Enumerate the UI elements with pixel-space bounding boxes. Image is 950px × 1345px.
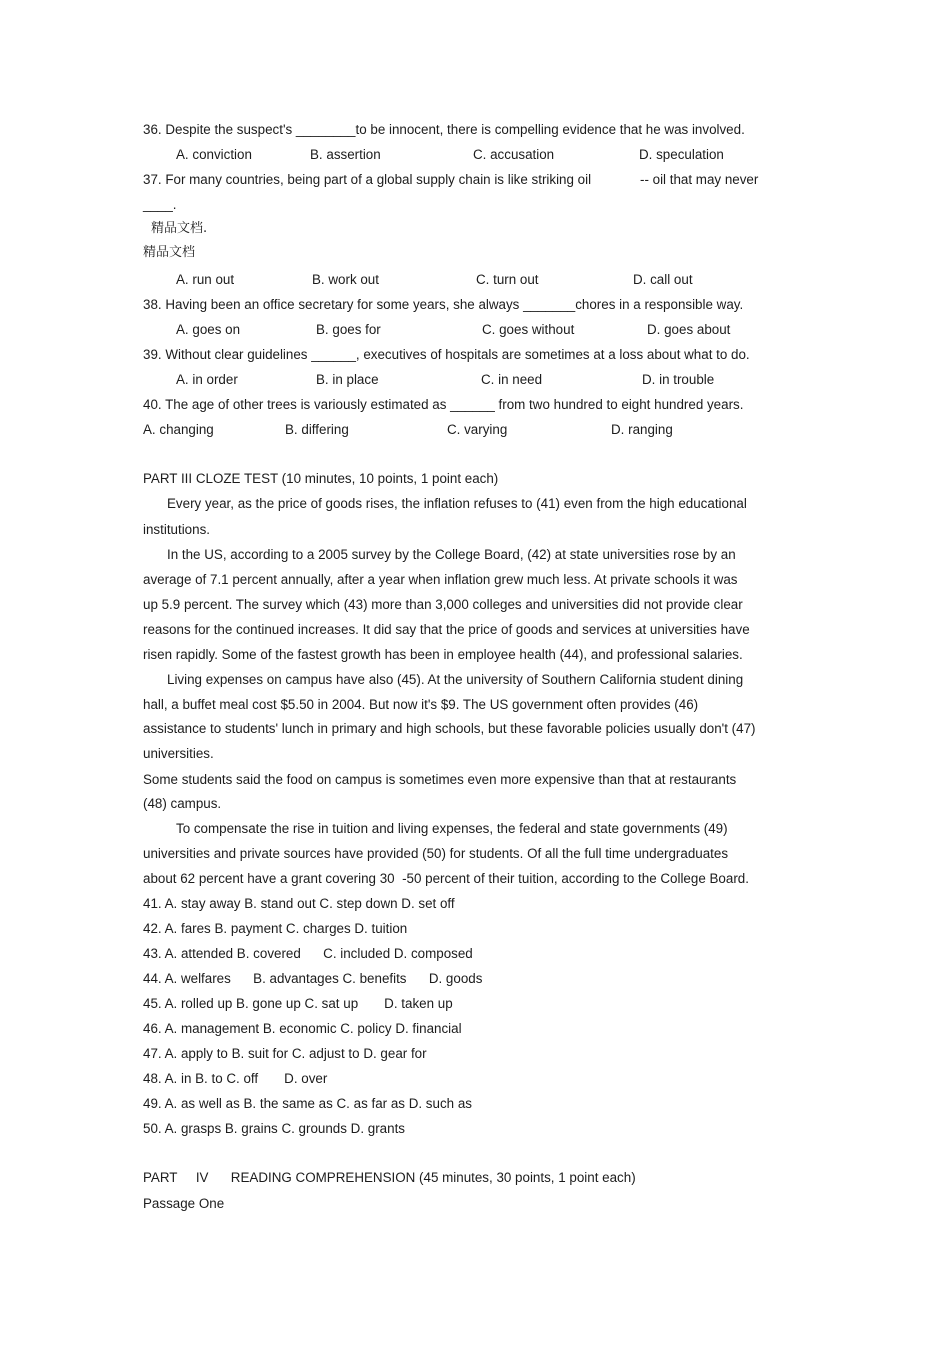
question-40-option-b: B. differing [285, 422, 349, 437]
question-37-option-c: C. turn out [476, 272, 539, 287]
question-37-option-b: B. work out [312, 272, 379, 287]
cloze-paragraph-line: risen rapidly. Some of the fastest growth has been in employee health (44), and professional salaries. [143, 647, 743, 662]
cloze-heading: PART III CLOZE TEST (10 minutes, 10 points, 1 point each) [143, 471, 499, 486]
cloze-answer-41: 41. A. stay away B. stand out C. step down D. set off [143, 896, 455, 911]
cloze-paragraph-line: assistance to students' lunch in primary and high schools, but these favorable policies usually don't (47) [143, 721, 756, 736]
question-39-option-a: A. in order [176, 372, 238, 387]
passage-title: Passage One [143, 1196, 225, 1211]
question-38-stem: 38. Having been an office secretary for some years, she always _______chores in a responsible way. [143, 297, 744, 312]
cloze-paragraph-line: institutions. [143, 522, 210, 537]
cloze-paragraph-line: Every year, as the price of goods rises, the inflation refuses to (41) even from the high educational [167, 496, 747, 511]
cloze-answer-47: 47. A. apply to B. suit for C. adjust to D. gear for [143, 1046, 427, 1061]
question-40-option-d: D. ranging [611, 422, 673, 437]
question-37-option-a: A. run out [176, 272, 235, 287]
cloze-paragraph-line: Living expenses on campus have also (45). At the university of Southern California student dining [167, 672, 744, 687]
cloze-answer-49: 49. A. as well as B. the same as C. as far as D. such as [143, 1096, 472, 1111]
question-36-option-b: B. assertion [310, 147, 381, 162]
question-39-option-d: D. in trouble [642, 372, 715, 387]
question-36-option-a: A. conviction [176, 147, 252, 162]
question-36-option-d: D. speculation [639, 147, 724, 162]
question-38-option-b: B. goes for [316, 322, 381, 337]
cloze-paragraph-line: about 62 percent have a grant covering 30 -50 percent of their tuition, according to the College Board. [143, 871, 749, 886]
cloze-paragraph-line: reasons for the continued increases. It did say that the price of goods and services at universities have [143, 622, 750, 637]
cloze-answer-43: 43. A. attended B. covered C. included D. composed [143, 946, 473, 961]
watermark-text-1: 精品文档. [151, 221, 208, 236]
question-36-option-c: C. accusation [473, 147, 555, 162]
question-38-option-c: C. goes without [482, 322, 575, 337]
question-39-option-c: C. in need [481, 372, 543, 387]
cloze-answer-48: 48. A. in B. to C. off D. over [143, 1071, 328, 1086]
question-37-option-d: D. call out [633, 272, 693, 287]
cloze-answer-46: 46. A. management B. economic C. policy D. financial [143, 1021, 462, 1036]
question-38-option-d: D. goes about [647, 322, 731, 337]
question-40-option-c: C. varying [447, 422, 508, 437]
cloze-paragraph-line: Some students said the food on campus is sometimes even more expensive than that at restaurants [143, 772, 737, 787]
cloze-paragraph-line: up 5.9 percent. The survey which (43) more than 3,000 colleges and universities did not provide clear [143, 597, 743, 612]
cloze-paragraph-line: (48) campus. [143, 796, 222, 811]
question-37-stem: 37. For many countries, being part of a global supply chain is like striking oil [143, 172, 592, 187]
cloze-paragraph-line: universities. [143, 746, 214, 761]
question-37-stem-end: -- oil that may never [640, 172, 759, 187]
cloze-paragraph-line: To compensate the rise in tuition and living expenses, the federal and state governments (49) [176, 821, 728, 836]
question-38-option-a: A. goes on [176, 322, 241, 337]
cloze-answer-42: 42. A. fares B. payment C. charges D. tuition [143, 921, 408, 936]
question-36-stem: 36. Despite the suspect's ________to be innocent, there is compelling evidence that he was involved. [143, 122, 745, 137]
cloze-answer-44: 44. A. welfares B. advantages C. benefits D. goods [143, 971, 483, 986]
cloze-paragraph-line: average of 7.1 percent annually, after a year when inflation grew much less. At private schools it was [143, 572, 738, 587]
cloze-answer-45: 45. A. rolled up B. gone up C. sat up D. taken up [143, 996, 453, 1011]
cloze-paragraph-line: hall, a buffet meal cost $5.50 in 2004. But now it's $9. The US government often provides (46) [143, 697, 699, 712]
question-39-option-b: B. in place [316, 372, 379, 387]
question-37-stem-continued: ____. [143, 197, 177, 212]
reading-heading: PART IV READING COMPREHENSION (45 minutes, 30 points, 1 point each) [143, 1170, 636, 1185]
question-39-stem: 39. Without clear guidelines ______, executives of hospitals are sometimes at a loss about what to do. [143, 347, 750, 362]
cloze-paragraph-line: universities and private sources have provided (50) for students. Of all the full time undergraduates [143, 846, 729, 861]
watermark-text-2: 精品文档 [143, 245, 196, 260]
question-40-option-a: A. changing [143, 422, 214, 437]
question-40-stem: 40. The age of other trees is variously estimated as ______ from two hundred to eight hundred years. [143, 397, 744, 412]
cloze-paragraph-line: In the US, according to a 2005 survey by the College Board, (42) at state universities rose by an [167, 547, 736, 562]
cloze-answer-50: 50. A. grasps B. grains C. grounds D. grants [143, 1121, 405, 1136]
